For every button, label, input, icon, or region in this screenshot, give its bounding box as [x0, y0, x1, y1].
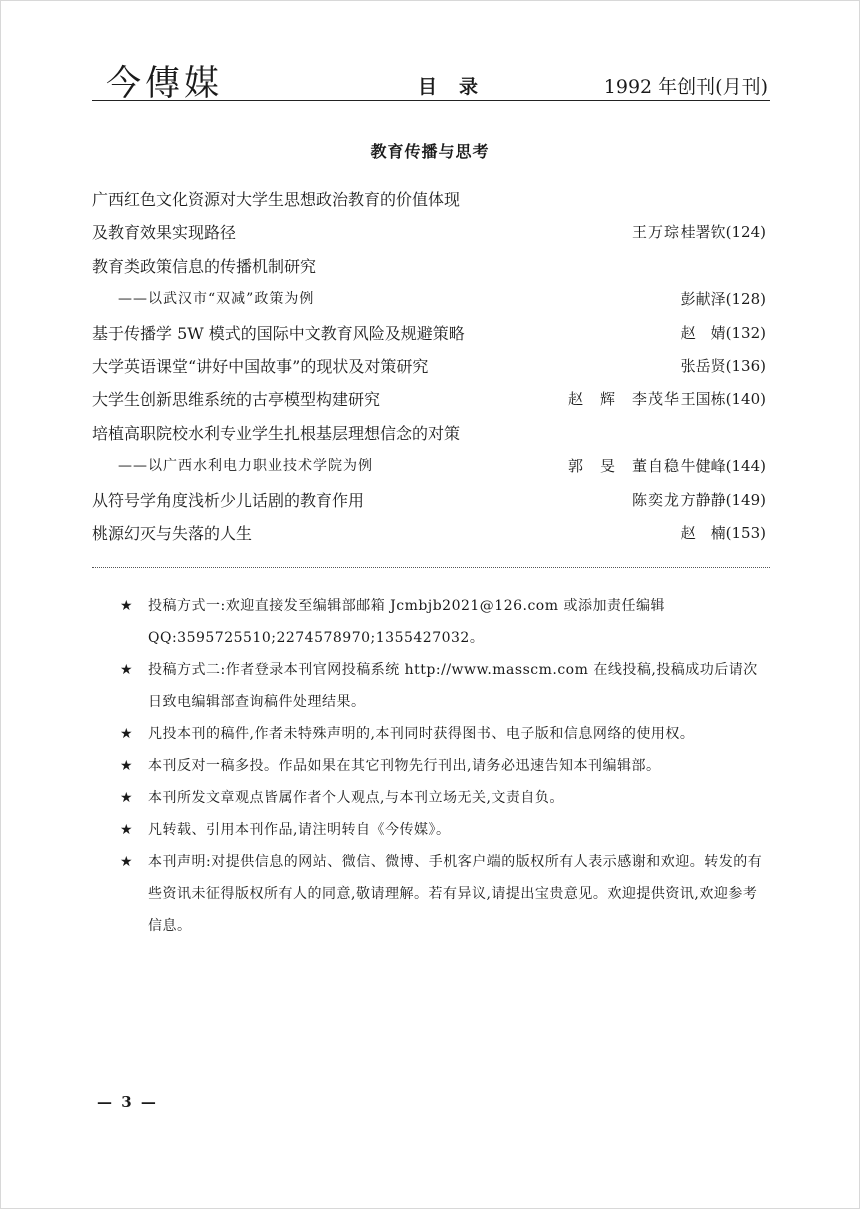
toc-entry-title: 基于传播学 5W 模式的国际中文教育风险及规避策略 — [92, 323, 465, 343]
note-text: 本刊反对一稿多投。作品如果在其它刊物先行刊出,请务必迅速告知本刊编辑部。 — [148, 758, 661, 774]
note-text: 本刊所发文章观点皆属作者个人观点,与本刊立场无关,文责自负。 — [148, 790, 564, 806]
toc-heading: 目录 — [418, 76, 501, 98]
dotted-divider — [92, 567, 770, 568]
toc-entry-title: 大学英语课堂“讲好中国故事”的现状及对策研究 — [92, 356, 429, 376]
toc-entry[interactable] — [92, 453, 770, 486]
toc-entry-authors: 王万琮 — [631, 223, 680, 242]
page-header — [92, 58, 770, 104]
header-rule — [92, 100, 770, 101]
toc-entry[interactable] — [92, 420, 770, 453]
note-item — [120, 654, 770, 718]
note-item — [120, 846, 770, 942]
toc-entry-authors: 赵 辉 李茂华 — [567, 390, 680, 409]
toc-entry-title: ——以广西水利电力职业技术学院为例 — [118, 458, 373, 475]
toc-entry-title: 大学生创新思维系统的古亭模型构建研究 — [92, 390, 381, 410]
star-icon: ★ — [120, 854, 134, 870]
founded-note: 1992 年创刊(月刊) — [603, 76, 768, 98]
toc-entry[interactable] — [92, 353, 770, 386]
star-icon: ★ — [120, 598, 134, 614]
note-text: 本刊声明:对提供信息的网站、微信、微博、手机客户端的版权所有人表示感谢和欢迎。转发的有些资讯未征得版权所有人的同意,敬请理解。若有异议,请提出宝贵意见。欢迎提供资讯,欢迎参考信息。 — [148, 854, 763, 934]
toc-entry[interactable] — [92, 386, 770, 419]
note-item — [120, 718, 770, 750]
toc-entry[interactable] — [92, 186, 770, 219]
toc-entry-page: 赵 婧(132) — [680, 323, 766, 342]
note-item — [120, 814, 770, 846]
note-item — [120, 590, 770, 654]
page-number: — 3 — — [97, 1093, 158, 1111]
star-icon: ★ — [120, 662, 134, 678]
note-item — [120, 750, 770, 782]
table-of-contents — [92, 186, 770, 553]
toc-entry-page: 牛健峰(144) — [680, 457, 766, 476]
toc-entry[interactable] — [92, 253, 770, 286]
toc-entry-page: 彭献泽(128) — [680, 290, 766, 309]
toc-entry[interactable] — [92, 320, 770, 353]
toc-entry-title: 桃源幻灭与失落的人生 — [92, 523, 253, 543]
note-text: 投稿方式一:欢迎直接发至编辑部邮箱 Jcmbjb2021@126.com 或添加责任编辑 QQ:3595725510;2274578970;1355427032。 — [148, 598, 665, 646]
toc-entry[interactable] — [92, 487, 770, 520]
toc-entry[interactable] — [92, 219, 770, 252]
toc-entry-page: 方静静(149) — [680, 490, 766, 509]
star-icon: ★ — [120, 726, 134, 742]
toc-entry-title: 培植高职院校水利专业学生扎根基层理想信念的对策 — [92, 423, 461, 443]
toc-entry-title: 广西红色文化资源对大学生思想政治教育的价值体现 — [92, 190, 461, 209]
star-icon: ★ — [120, 822, 134, 838]
toc-entry-page: 王国栋(140) — [680, 390, 766, 409]
journal-logo: 今傳媒 — [106, 64, 224, 104]
toc-entry[interactable] — [92, 520, 770, 553]
toc-entry-title: 教育类政策信息的传播机制研究 — [92, 256, 317, 276]
toc-entry-title: 及教育效果实现路径 — [92, 223, 237, 243]
toc-entry-page: 张岳贤(136) — [680, 356, 766, 375]
toc-entry-title: 从符号学角度浅析少儿话剧的教育作用 — [92, 490, 365, 510]
toc-entry-page: 赵 楠(153) — [680, 523, 766, 542]
note-text: 投稿方式二:作者登录本刊官网投稿系统 http://www.masscm.com 在线投稿,投稿成功后请次日致电编辑部查询稿件处理结果。 — [148, 662, 758, 710]
note-text: 凡投本刊的稿件,作者未特殊声明的,本刊同时获得图书、电子版和信息网络的使用权。 — [148, 726, 695, 742]
toc-entry-authors: 郭 旻 董自稳 — [567, 457, 680, 476]
note-item — [120, 782, 770, 814]
star-icon: ★ — [120, 790, 134, 806]
toc-entry-authors: 陈奕龙 — [631, 490, 680, 509]
toc-entry-page: 桂署钦(124) — [680, 223, 766, 242]
toc-entry-title: ——以武汉市“双减”政策为例 — [118, 291, 315, 308]
toc-entry[interactable] — [92, 286, 770, 319]
section-title: 教育传播与思考 — [370, 142, 490, 161]
submission-notes — [120, 590, 770, 942]
note-text: 凡转载、引用本刊作品,请注明转自《今传媒》。 — [148, 822, 451, 838]
star-icon: ★ — [120, 758, 134, 774]
